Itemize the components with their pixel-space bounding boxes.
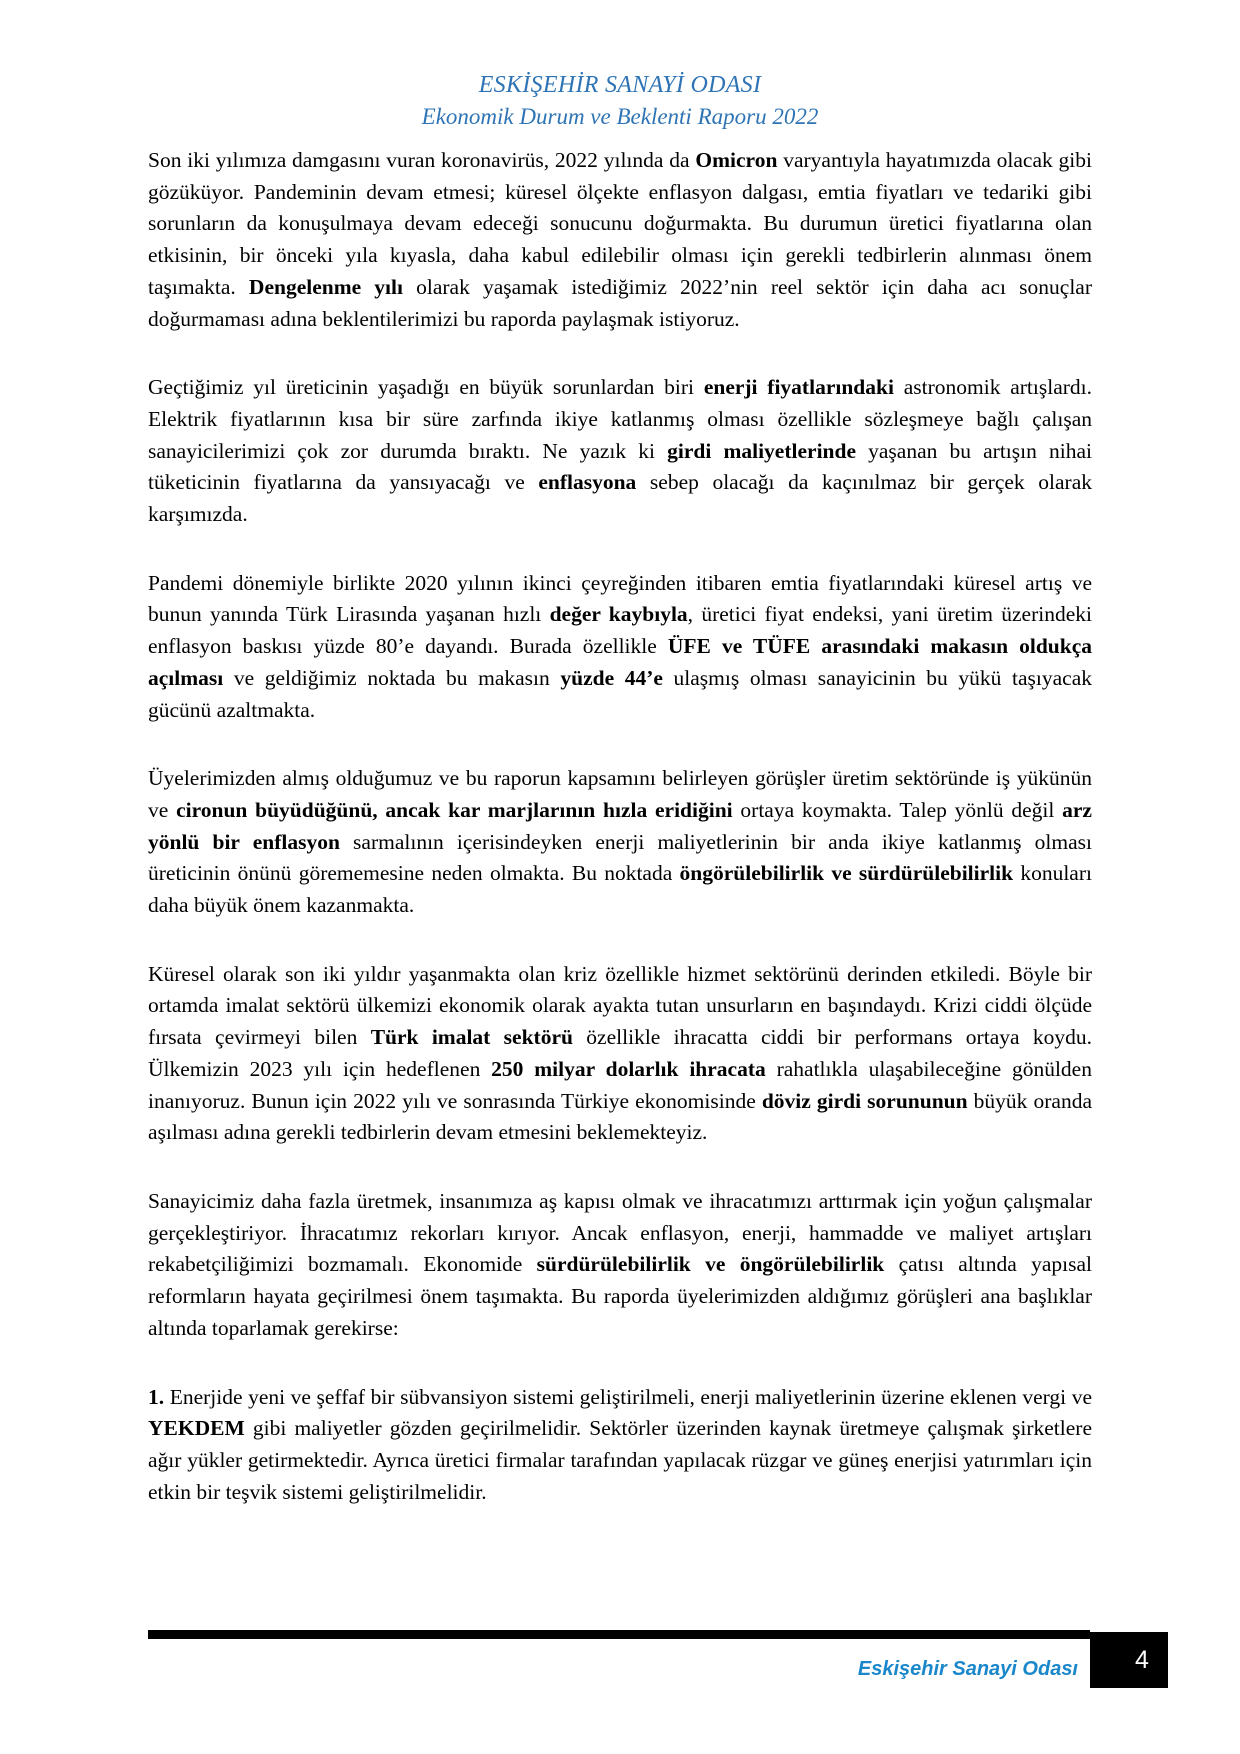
text-run: konuları daha büyük önem kazanmakta.: [148, 861, 1092, 918]
text-run: olarak yaşamak istediğimiz 2022’nin reel sektör için daha acı sonuçlar doğurmaması adına beklentilerimizi bu raporda paylaşmak istiyoruz.: [148, 274, 1093, 331]
text-run: sebep olacağı da kaçınılmaz bir gerçek olarak karşımızda.: [148, 470, 1092, 527]
document-title: ESKİŞEHİR SANAYİ ODASI: [478, 72, 762, 98]
text-run: ulaşmış olması sanayicinin bu yükü taşıyacak gücünü azaltmakta.: [148, 665, 1092, 722]
bold-text-run: 1.: [148, 1384, 165, 1409]
paragraph: [148, 1186, 1092, 1345]
document-subtitle: Ekonomik Durum ve Beklenti Raporu 2022: [421, 104, 819, 129]
text-run: ve geldiğimiz noktada bu makasın: [223, 665, 561, 690]
text-run: Son iki yılımıza damgasını vuran koronavirüs, 2022 yılında da: [148, 148, 696, 172]
text-run: çatısı altında yapısal reformların hayata geçirilmesi önem taşımakta. Bu raporda üyelerimizden aldığımız görüşleri ana başlıklar altında toparlamak gerekirse:: [148, 1252, 1092, 1340]
bold-text-run: yüzde 44’e: [560, 665, 663, 690]
footer-organization-label: Eskişehir Sanayi Odası: [857, 1658, 1078, 1680]
bold-text-run: arz yönlü bir enflasyon: [148, 797, 1092, 854]
bold-text-run: öngörülebilirlik ve sürdürülebilirlik: [679, 861, 1014, 886]
paragraph: [148, 145, 1092, 335]
text-run: yaşanan bu artışın nihai tüketicinin fiyatlarına da yansıyacağı ve: [148, 438, 1092, 495]
bold-text-run: cironun büyüdüğünü, ancak kar marjlarının hızla eridiğini: [176, 797, 733, 822]
bold-text-run: Dengelenme yılı: [248, 274, 403, 299]
text-run: Sanayicimiz daha fazla üretmek, insanımıza aş kapısı olmak ve ihracatımızı arttırmak için yoğun çalışmalar gerçekleştiriyor. İhracatımız rekorları kırıyor. Ancak enflasyon, enerji, hammadde ve maliyet artışları rekabetçiliğimizi bozmamalı. Ekonomide: [148, 1188, 1092, 1277]
text-run: sarmalının içerisindeyken enerji maliyetlerinin bir anda ikiye katlanmış olması üreticinin önünü görememesine neden olmakta. Bu noktada: [148, 829, 1092, 886]
paragraph: [148, 372, 1092, 531]
bold-text-run: Omicron: [695, 148, 778, 172]
bold-text-run: değer kaybıyla: [549, 602, 688, 627]
document-header: [0, 70, 1240, 132]
paragraph: [148, 763, 1092, 922]
bold-text-run: 250 milyar dolarlık ihracata: [491, 1056, 766, 1081]
page-number-badge: [1090, 1632, 1168, 1688]
text-run: gibi maliyetler gözden geçirilmelidir. Sektörler üzerinden kaynak üretmeye çalışmak şirketlere ağır yükler getirmektedir. Ayrıca üretici firmalar tarafından yapılacak rüzgar ve güneş enerjisi yatırımları için etkin bir teşvik sistemi geliştirilmelidir.: [148, 1416, 1092, 1504]
footer-rule: [148, 1630, 1090, 1639]
paragraph: [148, 568, 1092, 727]
page-number: 4: [1135, 1645, 1149, 1674]
text-run: özellikle ihracatta ciddi bir performans ortaya koydu. Ülkemizin 2023 yılı için hedeflenen: [148, 1025, 1092, 1081]
bold-text-run: enflasyona: [538, 470, 637, 495]
bold-text-run: döviz girdi sorununun: [761, 1088, 968, 1113]
text-run: ortaya koymakta. Talep yönlü değil: [732, 797, 1063, 822]
bold-text-run: girdi maliyetlerinde: [667, 438, 856, 463]
text-run: , üretici fiyat endeksi, yani üretim üzerindeki enflasyon baskısı yüzde 80’e dayandı. Burada özellikle: [148, 602, 1092, 659]
text-run: Küresel olarak son iki yıldır yaşanmakta olan kriz özellikle hizmet sektörünü derinden etkiledi. Böyle bir ortamda imalat sektörü ülkemizi ekonomik olarak ayakta tutan unsurların en başındaydı. Krizi ciddi ölçüde fırsata çevirmeyi bilen: [148, 961, 1092, 1050]
paragraph: [148, 959, 1092, 1149]
text-run: Geçtiğimiz yıl üreticinin yaşadığı en büyük sorunlardan biri: [148, 375, 704, 400]
text-run: rahatlıkla ulaşabileceğine gönülden inanıyoruz. Bunun için 2022 yılı ve sonrasında Türkiye ekonomisinde: [148, 1056, 1092, 1113]
text-run: Enerjide yeni ve şeffaf bir sübvansiyon sistemi geliştirilmeli, enerji maliyetlerinin üzerine eklenen vergi ve: [164, 1384, 1092, 1409]
document-body: [148, 145, 1092, 1545]
bold-text-run: sürdürülebilirlik ve öngörülebilirlik: [536, 1252, 885, 1277]
text-run: varyantıyla hayatımızda olacak gibi gözüküyor. Pandeminin devam etmesi; küresel ölçekte enflasyon dalgası, emtia fiyatları ve tedariki gibi sorunların da konuşulmaya devam edeceği sonucunu doğurmakta. Bu durumun üretici fiyatlarına olan etkisinin, bir önceki yıla kıyasla, daha kabul edilebilir olması için gerekli tedbirlerin alınması önem taşımakta.: [148, 148, 1093, 299]
paragraph: [148, 1382, 1092, 1509]
text-run: Pandemi dönemiyle birlikte 2020 yılının ikinci çeyreğinden itibaren emtia fiyatlarındaki küresel artış ve bunun yanında Türk Lirasında yaşanan hızlı: [148, 570, 1092, 627]
text-run: Üyelerimizden almış olduğumuz ve bu raporun kapsamını belirleyen görüşler üretim sektöründe iş yükünün ve: [148, 766, 1092, 822]
bold-text-run: ÜFE ve TÜFE arasındaki makasın oldukça açılması: [148, 634, 1092, 690]
bold-text-run: YEKDEM: [148, 1416, 245, 1441]
bold-text-run: enerji fiyatlarındaki: [703, 375, 894, 400]
text-run: astronomik artışlardı. Elektrik fiyatlarının kısa bir süre zarfında ikiye katlanmış olması özellikle sözleşmeye bağlı çalışan sanayicilerimizi çok zor durumda bıraktı. Ne yazık ki: [148, 375, 1093, 463]
bold-text-run: Türk imalat sektörü: [370, 1025, 573, 1050]
text-run: büyük oranda aşılması adına gerekli tedbirlerin devam etmesini beklemekteyiz.: [148, 1088, 1093, 1145]
